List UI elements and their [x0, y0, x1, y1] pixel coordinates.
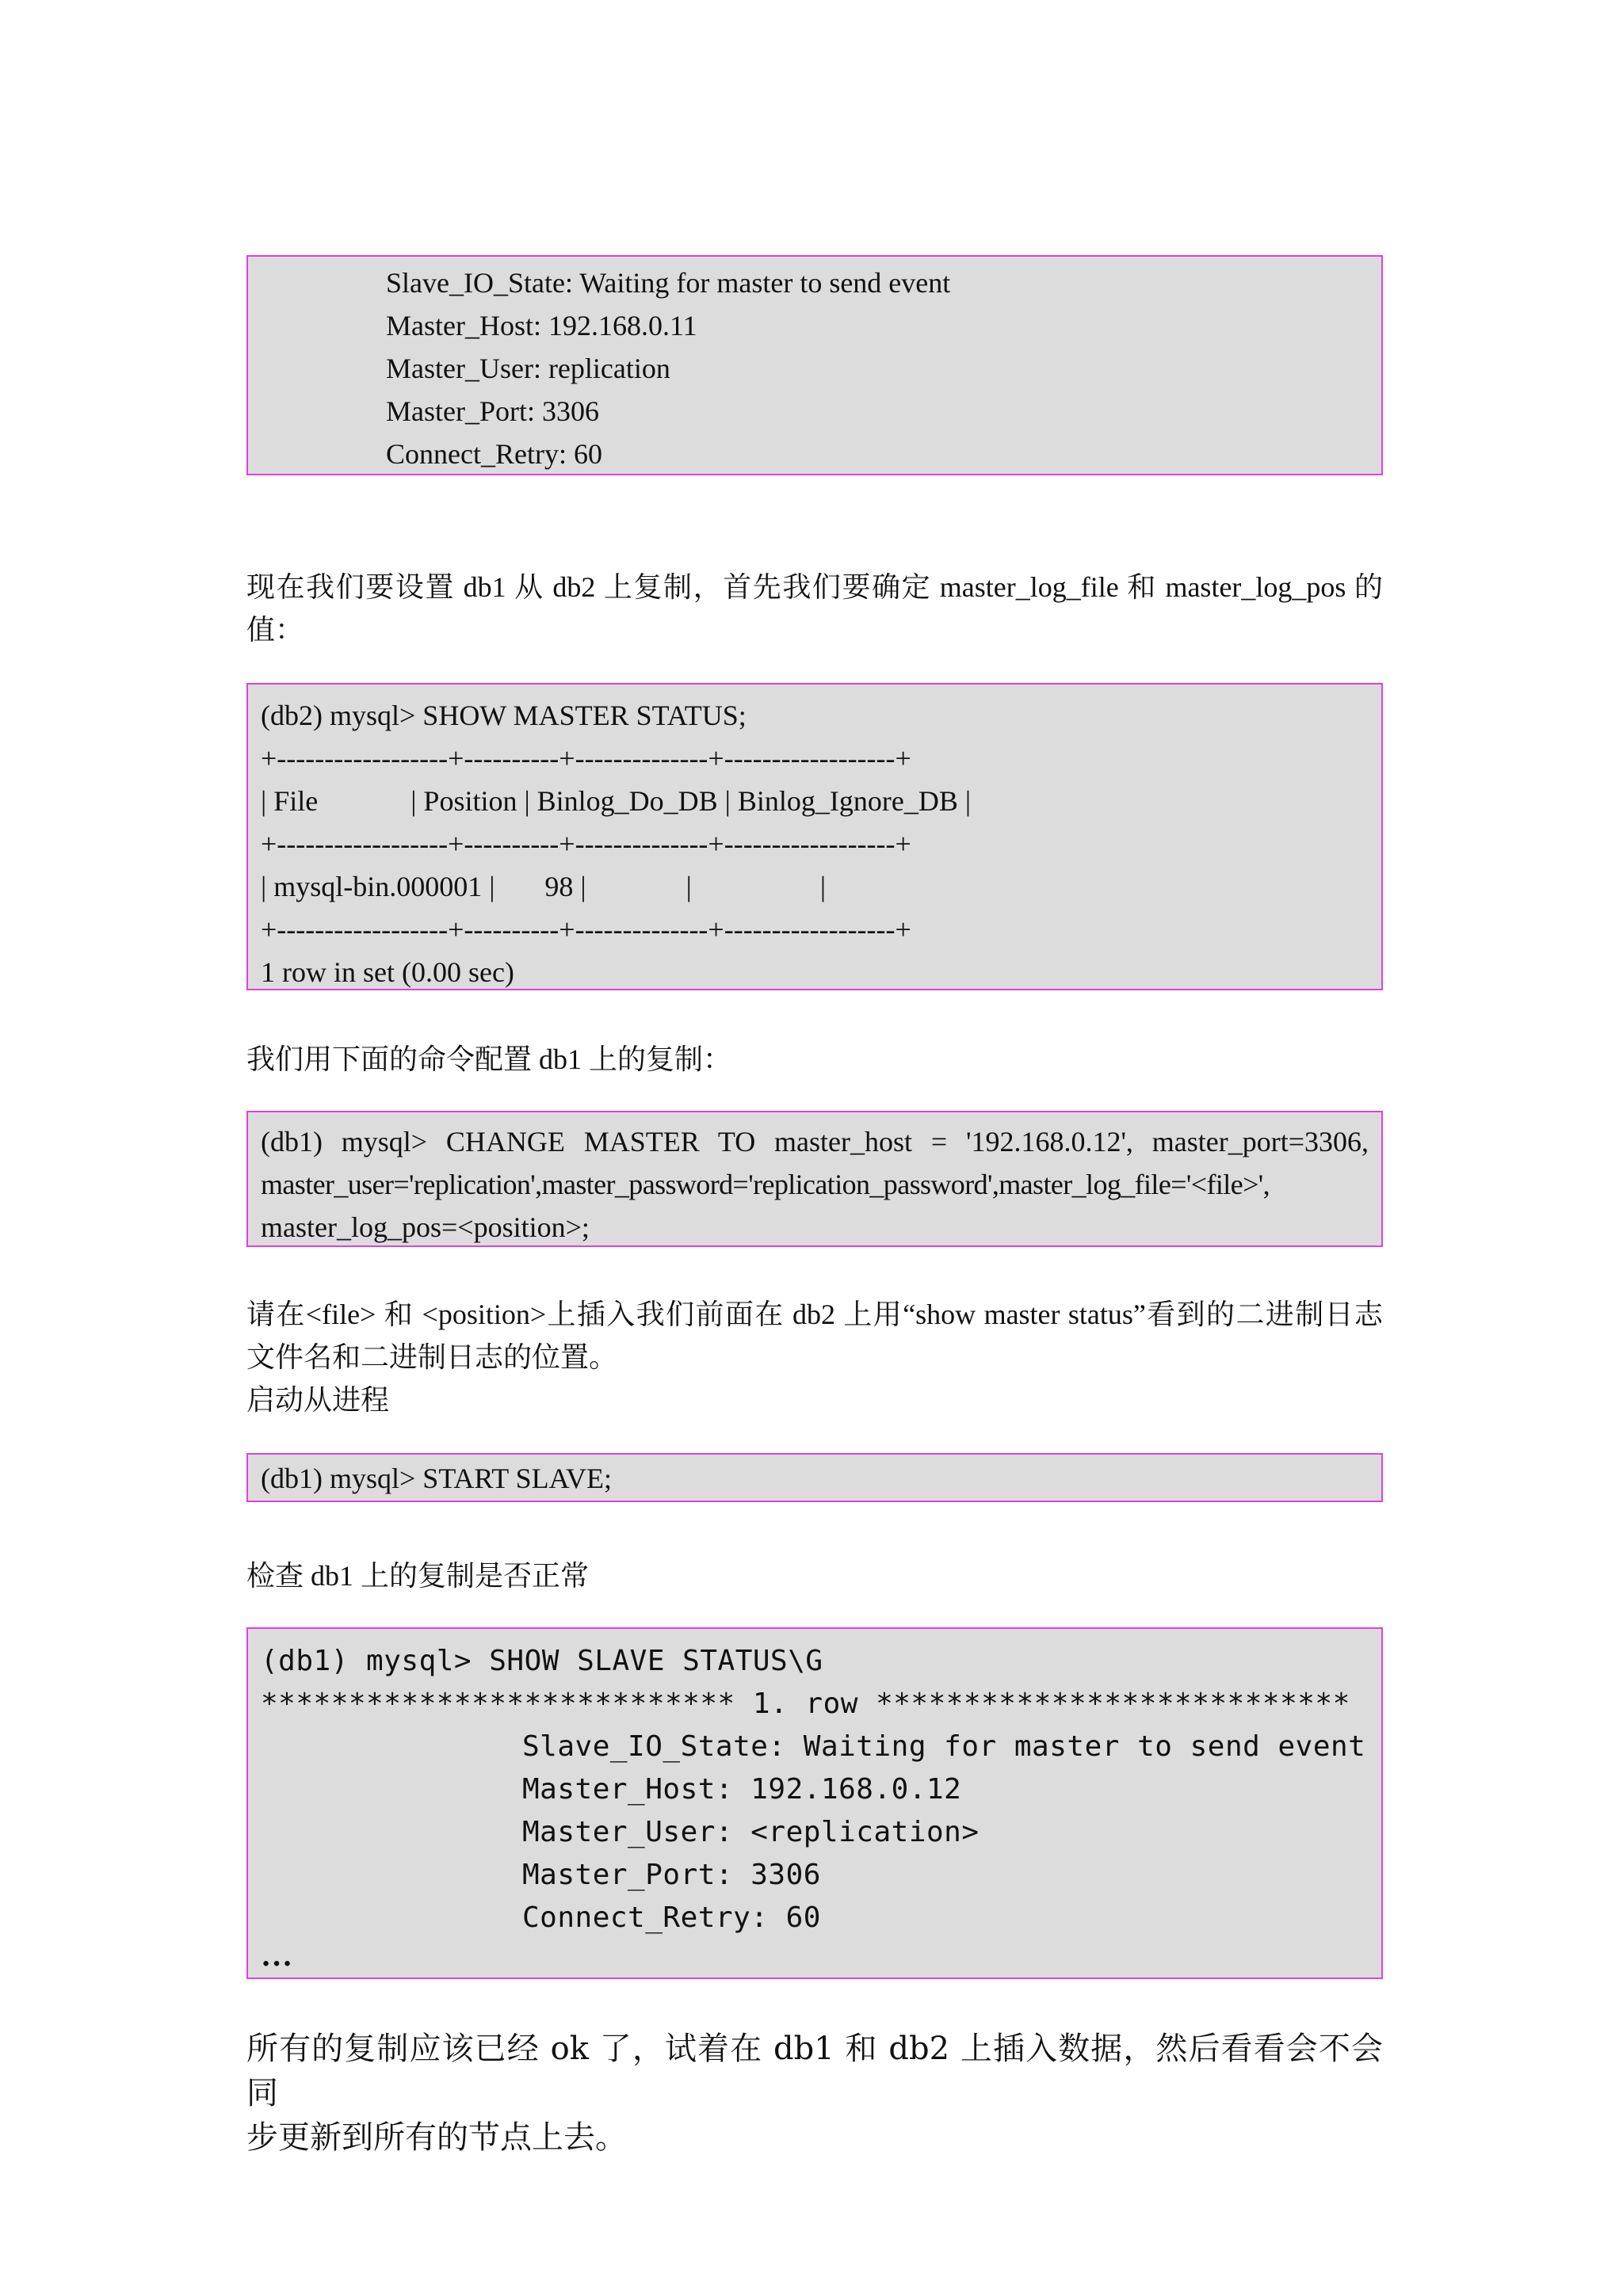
- code-line: Master_Port: 3306: [386, 395, 599, 427]
- code-line: Slave_IO_State: Waiting for master to send event: [522, 1730, 1366, 1763]
- table-border: +------------------+----------+--------------+------------------+: [261, 742, 911, 774]
- paragraph-line: 步更新到所有的节点上去。: [246, 2119, 627, 2156]
- code-line: Connect_Retry: 60: [522, 1901, 821, 1934]
- table-border: +------------------+----------+--------------+------------------+: [261, 913, 911, 945]
- paragraph-line: 文件名和二进制日志的位置。: [246, 1341, 618, 1373]
- code-line: Master_Host: 192.168.0.11: [386, 310, 697, 341]
- paragraph-configure: [246, 1038, 1383, 1081]
- slave-status-block-1: [246, 255, 1383, 475]
- start-slave-block: [246, 1453, 1383, 1502]
- paragraph-line: 现在我们要设置 db1 从 db2 上复制，首先我们要确定 master_log_file 和 master_log_pos 的: [246, 571, 1383, 603]
- table-border: +------------------+----------+--------------+------------------+: [261, 828, 911, 860]
- code-line: master_user='replication',master_password='replication_password',master_log_file='<file>',: [261, 1169, 1270, 1200]
- section-heading: 启动从进程: [246, 1384, 390, 1416]
- code-line: *************************** 1. row ***************************: [261, 1688, 1350, 1720]
- paragraph-line: 请在<file> 和 <position>上插入我们前面在 db2 上用“show master status”看到的二进制日志: [246, 1299, 1383, 1330]
- code-line: Connect_Retry: 60: [386, 438, 602, 470]
- code-line: (db1) mysql> SHOW SLAVE STATUS\G: [261, 1645, 823, 1677]
- paragraph-conclusion: [246, 2027, 1383, 2160]
- code-line: Slave_IO_State: Waiting for master to send event: [386, 267, 951, 299]
- code-line: (db2) mysql> SHOW MASTER STATUS;: [261, 700, 747, 731]
- ellipsis: …: [261, 1937, 293, 1973]
- paragraph-line: 我们用下面的命令配置 db1 上的复制：: [246, 1043, 732, 1075]
- master-status-block: [246, 683, 1383, 990]
- paragraph-check: [246, 1554, 1383, 1597]
- slave-status-block-2: [246, 1627, 1383, 1979]
- code-line: (db1) mysql> START SLAVE;: [261, 1463, 612, 1494]
- paragraph-line: 检查 db1 上的复制是否正常: [246, 1560, 590, 1592]
- code-line: Master_Port: 3306: [522, 1859, 821, 1891]
- code-line: master_log_pos=<position>;: [261, 1211, 590, 1243]
- change-master-block: [246, 1111, 1383, 1247]
- code-line: (db1) mysql> CHANGE MASTER TO master_host = '192.168.0.12', master_port=3306,: [261, 1126, 1369, 1158]
- paragraph-intro: [246, 566, 1383, 651]
- paragraph-line: 所有的复制应该已经 ok 了，试着在 db1 和 db2 上插入数据，然后看看会不会同: [246, 2031, 1383, 2111]
- table-header: | File | Position | Binlog_Do_DB | Binlog_Ignore_DB |: [261, 785, 972, 817]
- paragraph-line: 值：: [246, 614, 304, 646]
- paragraph-insert-note: [246, 1293, 1383, 1421]
- code-line: 1 row in set (0.00 sec): [261, 956, 514, 988]
- code-line: Master_User: <replication>: [522, 1816, 980, 1848]
- code-line: Master_User: replication: [386, 353, 670, 384]
- code-line: Master_Host: 192.168.0.12: [522, 1773, 962, 1806]
- table-row: | mysql-bin.000001 | 98 | | |: [261, 871, 827, 902]
